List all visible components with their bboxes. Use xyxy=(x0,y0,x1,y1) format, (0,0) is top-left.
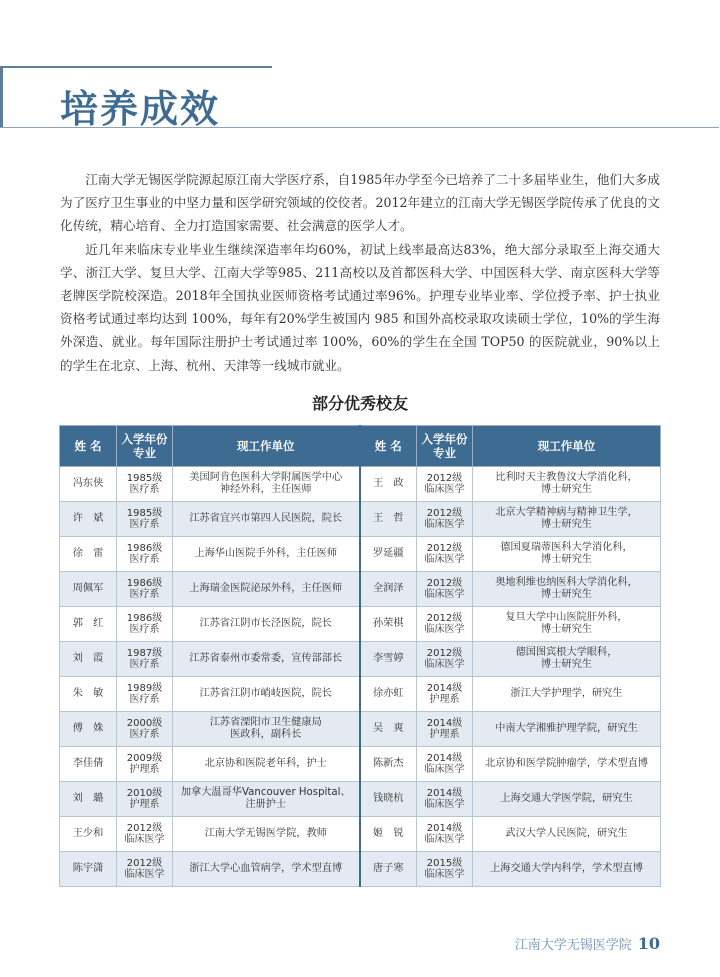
table-title: 部分优秀校友 xyxy=(311,394,408,413)
alumnus-name: 陈宇潇 xyxy=(60,852,117,887)
alumnus-year-major: 1986级 医疗系 xyxy=(117,537,173,572)
table-row xyxy=(60,747,661,782)
alumnus-name: 陈新杰 xyxy=(360,747,417,782)
alumnus-workplace: 上海瑞金医院泌尿外科，主任医师 xyxy=(173,572,360,607)
alumnus-workplace: 德国夏瑞蒂医科大学消化科， 博士研究生 xyxy=(473,537,661,572)
alumnus-year-major: 2012级 临床医学 xyxy=(417,537,473,572)
table-row xyxy=(60,572,661,607)
alumnus-year-major: 2015级 临床医学 xyxy=(417,852,473,887)
alumnus-name: 李佳倩 xyxy=(60,747,117,782)
alumnus-workplace: 江苏省宜兴市第四人民医院，院长 xyxy=(173,502,360,537)
alumnus-workplace: 奥地利维也纳医科大学消化科， 博士研究生 xyxy=(473,572,661,607)
table-row xyxy=(60,817,661,852)
alumnus-year-major: 2000级 医疗系 xyxy=(117,712,173,747)
alumnus-workplace: 北京协和医院老年科，护士 xyxy=(173,747,360,782)
alumnus-year-major: 2012级 临床医学 xyxy=(417,467,473,502)
alumnus-year-major: 1985级 医疗系 xyxy=(117,502,173,537)
table-body xyxy=(60,467,661,887)
table-row xyxy=(60,852,661,887)
body-text xyxy=(60,168,660,377)
alumnus-name: 许 斌 xyxy=(60,502,117,537)
alumnus-workplace: 德国图宾根大学眼科， 博士研究生 xyxy=(473,642,661,677)
alumnus-name: 全润泽 xyxy=(360,572,417,607)
alumnus-workplace: 上海交通大学内科学，学术型直博 xyxy=(473,852,661,887)
table-row xyxy=(60,502,661,537)
alumni-table xyxy=(59,425,661,887)
alumnus-year-major: 2014级 临床医学 xyxy=(417,747,473,782)
alumnus-workplace: 江南大学无锡医学院，教师 xyxy=(173,817,360,852)
header-rule-left xyxy=(0,68,3,127)
alumnus-year-major: 2014级 护理系 xyxy=(417,677,473,712)
alumnus-workplace: 江苏省泰州市委常委，宣传部部长 xyxy=(173,642,360,677)
alumnus-year-major: 2012级 临床医学 xyxy=(417,642,473,677)
alumnus-workplace: 加拿大温哥华Vancouver Hospital、 注册护士 xyxy=(173,782,360,817)
alumnus-workplace: 江苏省溧阳市卫生健康局 医政科，副科长 xyxy=(173,712,360,747)
alumnus-name: 钱晓杭 xyxy=(360,782,417,817)
alumnus-workplace: 美国阿肯色医科大学附属医学中心 神经外科，主任医师 xyxy=(173,467,360,502)
alumnus-name: 李雪婷 xyxy=(360,642,417,677)
alumnus-workplace: 浙江大学护理学，研究生 xyxy=(473,677,661,712)
alumnus-workplace: 江苏省江阴市峭岐医院，院长 xyxy=(173,677,360,712)
alumnus-name: 朱 敏 xyxy=(60,677,117,712)
alumnus-name: 唐子寒 xyxy=(360,852,417,887)
table-header-row xyxy=(60,426,661,467)
paragraph-1: 江南大学无锡医学院源起原江南大学医疗系，自1985年办学至今已培养了二十多届毕业生，他们大多成为了医疗卫生事业的中坚力量和医学研究领域的佼佼者。2012年建立的江南大学无锡医学院传承了优良的文化传统，精心培育、全力打造国家需要、社会满意的医学人才。 xyxy=(60,172,660,234)
alumnus-workplace: 上海华山医院手外科，主任医师 xyxy=(173,537,360,572)
alumnus-name: 吴 爽 xyxy=(360,712,417,747)
header-year-right: 入学年份 专业 xyxy=(417,426,473,467)
header-unit-right: 现工作单位 xyxy=(473,426,661,467)
alumnus-workplace: 上海交通大学医学院，研究生 xyxy=(473,782,661,817)
alumnus-year-major: 2014级 护理系 xyxy=(417,712,473,747)
alumnus-workplace: 江苏省江阴市长泾医院，院长 xyxy=(173,607,360,642)
alumnus-workplace: 武汉大学人民医院，研究生 xyxy=(473,817,661,852)
alumnus-year-major: 2012级 临床医学 xyxy=(417,607,473,642)
table-row xyxy=(60,467,661,502)
table-row xyxy=(60,677,661,712)
table-row xyxy=(60,537,661,572)
alumnus-name: 刘 霞 xyxy=(60,642,117,677)
footer-school: 江南大学无锡医学院 xyxy=(514,938,632,953)
alumnus-name: 王 哲 xyxy=(360,502,417,537)
alumnus-name: 傅 姝 xyxy=(60,712,117,747)
alumnus-year-major: 1986级 医疗系 xyxy=(117,607,173,642)
alumnus-workplace: 复旦大学中山医院肝外科， 博士研究生 xyxy=(473,607,661,642)
alumnus-year-major: 2012级 临床医学 xyxy=(417,502,473,537)
alumnus-name: 周佩军 xyxy=(60,572,117,607)
page-footer xyxy=(515,934,660,953)
alumnus-year-major: 1987级 医疗系 xyxy=(117,642,173,677)
alumnus-year-major: 2009级 护理系 xyxy=(117,747,173,782)
page-title: 培养成效 xyxy=(60,87,221,131)
header-name-right: 姓 名 xyxy=(360,426,417,467)
alumnus-year-major: 2012级 临床医学 xyxy=(117,817,173,852)
alumnus-year-major: 1985级 医疗系 xyxy=(117,467,173,502)
alumnus-workplace: 比利时天主教鲁汶大学消化科， 博士研究生 xyxy=(473,467,661,502)
table-row xyxy=(60,642,661,677)
header-name-left: 姓 名 xyxy=(60,426,117,467)
alumnus-name: 徐亦虹 xyxy=(360,677,417,712)
alumnus-name: 徐 雷 xyxy=(60,537,117,572)
page-number: 10 xyxy=(637,934,660,953)
alumnus-workplace: 北京协和医学院肿瘤学，学术型直博 xyxy=(473,747,661,782)
alumnus-name: 王 政 xyxy=(360,467,417,502)
alumnus-year-major: 2012级 临床医学 xyxy=(117,852,173,887)
alumnus-workplace: 浙江大学心血管病学，学术型直博 xyxy=(173,852,360,887)
alumnus-year-major: 1989级 医疗系 xyxy=(117,677,173,712)
table-row xyxy=(60,712,661,747)
alumnus-workplace: 中南大学湘雅护理学院，研究生 xyxy=(473,712,661,747)
alumnus-workplace: 北京大学精神病与精神卫生学， 博士研究生 xyxy=(473,502,661,537)
alumnus-year-major: 2010级 护理系 xyxy=(117,782,173,817)
alumnus-year-major: 2014级 临床医学 xyxy=(417,817,473,852)
header-unit-left: 现工作单位 xyxy=(173,426,360,467)
header-year-left: 入学年份 专业 xyxy=(117,426,173,467)
alumnus-name: 罗延疆 xyxy=(360,537,417,572)
alumni-table-wrapper xyxy=(59,425,660,887)
table-row xyxy=(60,782,661,817)
alumnus-name: 王少和 xyxy=(60,817,117,852)
alumnus-year-major: 2014级 临床医学 xyxy=(417,782,473,817)
alumnus-name: 姬 锐 xyxy=(360,817,417,852)
alumnus-year-major: 1986级 医疗系 xyxy=(117,572,173,607)
alumnus-name: 刘 璐 xyxy=(60,782,117,817)
table-row xyxy=(60,607,661,642)
alumnus-year-major: 2012级 临床医学 xyxy=(417,572,473,607)
paragraph-2: 近几年来临床专业毕业生继续深造率年均60%，初试上线率最高达83%，绝大部分录取至上海交通大学、浙江大学、复旦大学、江南大学等985、211高校以及首都医科大学、中国医科大学、南京医科大学等老牌医学院校深造。2018年全国执业医师资格考试通过率96%。护理专业毕业率、学位授予率、护士执业资格考试通过率均达到 100%，每年有20%学生被国内 985 和国外高校录取攻读硕士学位，10%的学生海外深造、就业。每年国际注册护士考试通过率 100%，60%的学生在全国 TOP50 的医院就业，90%以上的学生在北京、上海、杭州、天津等一线城市就业。 xyxy=(60,241,660,373)
header-rule-top xyxy=(0,66,272,68)
alumnus-name: 孙荣棋 xyxy=(360,607,417,642)
alumnus-name: 郭 红 xyxy=(60,607,117,642)
alumnus-name: 冯东侠 xyxy=(60,467,117,502)
